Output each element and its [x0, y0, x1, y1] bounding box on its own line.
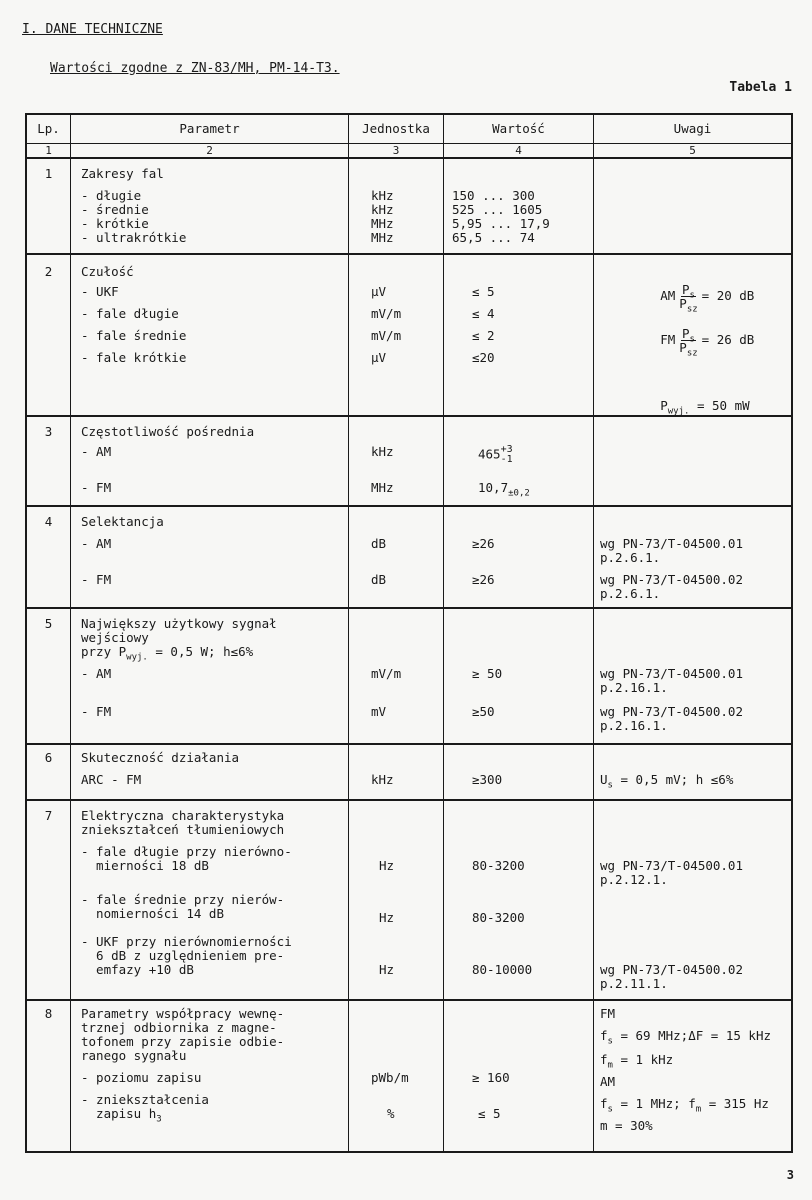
note-mode: AM	[600, 1074, 616, 1089]
unit: mV	[371, 704, 387, 719]
unit: mV/m	[371, 306, 402, 321]
unit: mV/m	[371, 666, 402, 681]
table-row	[27, 255, 791, 417]
unit: µV	[371, 284, 387, 299]
row-title: zniekształceń tłumieniowych	[81, 822, 285, 837]
unit: Hz	[379, 962, 395, 977]
note-condition: $f_s = 69$ MHz;ΔF = 15 kHz	[600, 1028, 771, 1047]
note-standard: p.2.16.1.	[600, 718, 668, 733]
note-standard: wg PN-73/T-04500.02	[600, 572, 743, 587]
param-item: - zniekształcenia	[81, 1092, 209, 1107]
header-parametr: Parametr	[71, 115, 349, 143]
value: ≤ 5	[478, 1106, 501, 1121]
row-title: Największy użytkowy sygnał	[81, 616, 277, 631]
value: 5,95 ... 17,9	[452, 216, 550, 231]
table-row	[27, 507, 791, 609]
note-standard: wg PN-73/T-04500.01	[600, 858, 743, 873]
note-standard: wg PN-73/T-04500.02	[600, 962, 743, 977]
param-item: zapisu $h_3$	[81, 1106, 162, 1125]
header-uwagi: Uwagi	[673, 121, 712, 136]
table-row	[27, 609, 791, 745]
param-item: - krótkie	[81, 216, 149, 231]
param-item: ARC - FM	[81, 772, 142, 787]
header-lp: Lp.	[27, 115, 71, 143]
param-item: - fale długie przy nierówno-	[81, 844, 292, 859]
param-item: - poziomu zapisu	[81, 1070, 202, 1085]
note-standard: p.2.12.1.	[600, 872, 668, 887]
value: 80-10000	[472, 962, 533, 977]
colnum-5: 5	[689, 144, 696, 157]
row-lp: 8	[44, 1006, 53, 1021]
param-item: - fale długie	[81, 306, 179, 321]
param-item: - FM	[81, 480, 112, 495]
table-row	[27, 1001, 791, 1151]
unit: %	[387, 1106, 395, 1121]
colnum-1: 1	[27, 144, 71, 157]
colnum-2: 2	[71, 144, 349, 157]
note-condition: $U_s = 0,5$ mV; h ≤6%	[600, 772, 734, 791]
note-standard: p.2.6.1.	[600, 550, 661, 565]
value: ≥ 50	[472, 666, 503, 681]
note-standard: wg PN-73/T-04500.02	[600, 704, 743, 719]
row-lp: 5	[44, 616, 53, 631]
unit: µV	[371, 350, 387, 365]
table-row	[27, 801, 791, 1001]
unit: kHz	[371, 772, 394, 787]
unit: MHz	[371, 216, 394, 231]
note-condition: $f_m = 1$ kHz	[600, 1052, 674, 1071]
value: 465 +3 -1	[478, 444, 513, 465]
section-title: I. DANE TECHNICZNE	[22, 22, 163, 37]
row-lp: 4	[44, 514, 53, 529]
param-item: - fale średnie	[81, 328, 187, 343]
row-title: przy $P_{wyj.} = 0,5$ W; h≤6%	[81, 644, 254, 663]
value: 525 ... 1605	[452, 202, 543, 217]
unit: MHz	[371, 480, 394, 495]
note-output-power: $P_{wyj.} = 50$ mW	[660, 398, 750, 417]
row-title: Czułość	[81, 264, 134, 279]
value: 65,5 ... 74	[452, 230, 535, 245]
param-item: - AM	[81, 444, 112, 459]
value: $10,7_{\pm 0,2}$	[478, 480, 530, 499]
note-condition: $f_s = 1$ MHz; $f_m = 315$ Hz	[600, 1096, 769, 1115]
param-item: - długie	[81, 188, 142, 203]
note-am-ratio: AM $\frac{P_s}{P_{sz}}$ = 20 dB	[660, 282, 755, 315]
value: 80-3200	[472, 858, 525, 873]
row-title: tofonem przy zapisie odbie-	[81, 1034, 285, 1049]
param-item: - AM	[81, 536, 112, 551]
note-standard: p.2.6.1.	[600, 586, 661, 601]
param-item: - FM	[81, 572, 112, 587]
param-item: emfazy +10 dB	[81, 962, 194, 977]
note-standard: p.2.11.1.	[600, 976, 668, 991]
param-item: - UKF przy nierównomierności	[81, 934, 292, 949]
row-title: ranego sygnału	[81, 1048, 187, 1063]
value: ≤20	[472, 350, 495, 365]
unit: pWb/m	[371, 1070, 409, 1085]
value: ≥50	[472, 704, 495, 719]
value: 150 ... 300	[452, 188, 535, 203]
param-item: - FM	[81, 704, 112, 719]
header-jednostka: Jednostka	[349, 115, 444, 143]
row-title: Zakresy fal	[81, 166, 164, 181]
note-mode: FM	[600, 1006, 616, 1021]
note-condition: m = 30%	[600, 1118, 653, 1133]
page-number: 3	[786, 1168, 794, 1182]
unit: MHz	[371, 230, 394, 245]
note-standard: p.2.16.1.	[600, 680, 668, 695]
value: ≥26	[472, 536, 495, 551]
note-standard: wg PN-73/T-04500.01	[600, 536, 743, 551]
unit: dB	[371, 572, 387, 587]
row-title: Skuteczność działania	[81, 750, 240, 765]
param-item: - fale krótkie	[81, 350, 187, 365]
colnum-3: 3	[349, 144, 444, 157]
unit: kHz	[371, 188, 394, 203]
row-title: Selektancja	[81, 514, 164, 529]
table-row	[27, 159, 791, 255]
value: ≥26	[472, 572, 495, 587]
unit: mV/m	[371, 328, 402, 343]
value: ≤ 5	[472, 284, 495, 299]
row-title: trznej odbiornika z magne-	[81, 1020, 277, 1035]
row-lp: 3	[44, 424, 53, 439]
document-subtitle: Wartości zgodne z ZN-83/MH, PM-14-T3.	[50, 61, 340, 76]
value: ≤ 2	[472, 328, 495, 343]
param-item: 6 dB z uzględnieniem pre-	[81, 948, 285, 963]
param-item: mierności 18 dB	[81, 858, 209, 873]
row-title: wejściowy	[81, 630, 149, 645]
unit: Hz	[379, 858, 395, 873]
note-fm-ratio: FM $\frac{P_s}{P_{sz}}$ = 26 dB	[660, 326, 755, 359]
value: 80-3200	[472, 910, 525, 925]
table-row	[27, 745, 791, 801]
param-item: - fale średnie przy nierów-	[81, 892, 285, 907]
value: ≥ 160	[472, 1070, 510, 1085]
param-item: nomierności 14 dB	[81, 906, 224, 921]
row-lp: 6	[44, 750, 53, 765]
param-item: - AM	[81, 666, 112, 681]
unit: kHz	[371, 444, 394, 459]
header-wartosc: Wartość	[444, 115, 594, 143]
row-title: Parametry współpracy wewnę-	[81, 1006, 285, 1021]
row-lp: 7	[44, 808, 53, 823]
row-lp: 2	[44, 264, 53, 279]
param-item: - średnie	[81, 202, 149, 217]
unit: dB	[371, 536, 387, 551]
row-title: Elektryczna charakterystyka	[81, 808, 285, 823]
note-standard: wg PN-73/T-04500.01	[600, 666, 743, 681]
value: ≥300	[472, 772, 503, 787]
value: ≤ 4	[472, 306, 495, 321]
unit: Hz	[379, 910, 395, 925]
table-header-row	[27, 115, 791, 144]
technical-data-table	[25, 113, 793, 1153]
param-item: - UKF	[81, 284, 119, 299]
table-label: Tabela 1	[729, 80, 792, 95]
colnum-4: 4	[444, 144, 594, 157]
param-item: - ultrakrótkie	[81, 230, 187, 245]
unit: kHz	[371, 202, 394, 217]
row-title: Częstotliwość pośrednia	[81, 424, 255, 439]
row-lp: 1	[44, 166, 53, 181]
table-row	[27, 417, 791, 507]
column-number-row	[27, 144, 791, 159]
